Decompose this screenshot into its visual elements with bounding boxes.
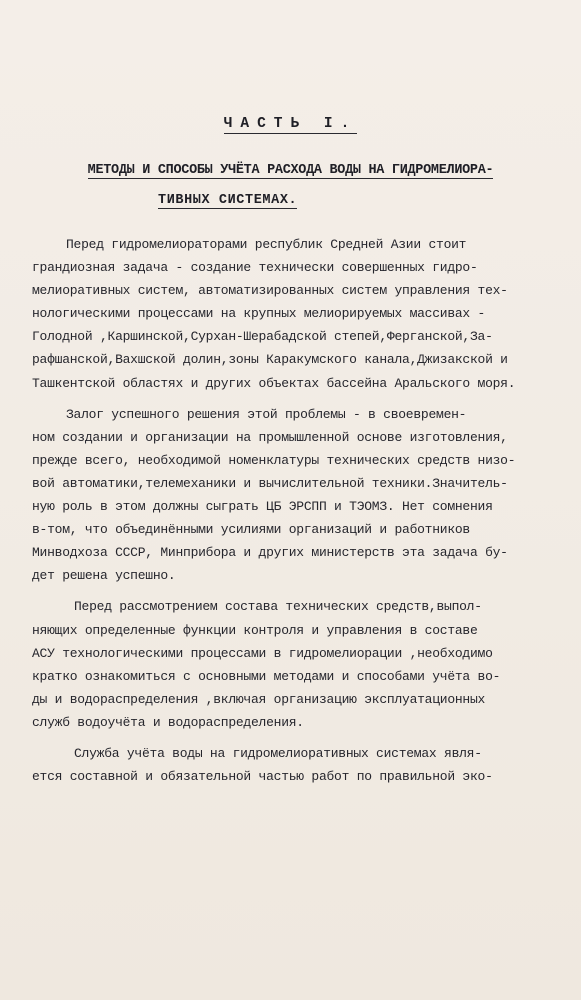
text-line: Голодной ,Каршинской,Сурхан-Шерабадской степей,Ферганской,За- (32, 329, 493, 345)
text-line: кратко ознакомиться с основными методами и способами учёта во- (32, 668, 501, 684)
text-line: Служба учёта воды на гидромелиоративных системах явля- (74, 745, 482, 761)
text-line: в-том, что объединёнными усилиями организаций и работников (32, 522, 470, 538)
text-line: прежде всего, необходимой номенклатуры технических средств низо- (32, 452, 516, 468)
text-line: Перед гидромелиораторами республик Средней Азии стоит (66, 237, 467, 252)
text-line: рафшанской,Вахшской долин,зоны Каракумского канала,Джизакской и (32, 352, 508, 368)
text-line: Залог успешного решения этой проблемы - в своевремен- (66, 406, 467, 422)
text-line: ном создании и организации на промышленной основе изготовления, (32, 429, 508, 445)
text-line: ную роль в этом должны сыграть ЦБ ЭРСПП и ТЭОМЗ. Нет сомнения (32, 499, 493, 515)
text-line: няющих определенные функции контроля и управления в составе (32, 622, 478, 638)
text-line: нологическими процессами на крупных мелиорируемых массивах - (32, 306, 486, 322)
text-line: ется составной и обязательной частью работ по правильной эко- (32, 769, 493, 785)
paragraph (32, 233, 552, 395)
text-line: Минводхоза СССР, Минприбора и других министерств эта задача бу- (32, 545, 508, 561)
section-heading-line-2: ТИВНЫХ СИСТЕМАХ. (158, 193, 298, 208)
text-line: дет решена успешно. (32, 568, 176, 584)
text-line: ды и водораспределения ,включая организацию эксплуатационных (32, 691, 486, 707)
text-line: Перед рассмотрением состава технических средств,выпол- (74, 599, 482, 615)
text-line: служб водоучёта и водораспределения. (32, 714, 304, 730)
body-text (32, 233, 552, 788)
text-line: мелиоративных систем, автоматизированных систем управления тех- (32, 283, 508, 299)
paragraph (32, 595, 552, 734)
text-line: АСУ технологическими процессами в гидромелиорации ,необходимо (32, 645, 493, 661)
text-line: Ташкентской областях и других объектах бассейна Аральского моря. (32, 375, 516, 391)
paragraph (32, 403, 552, 588)
text-line: вой автоматики,телемеханики и вычислительной техники.Значитель- (32, 475, 508, 491)
section-heading-line-1: МЕТОДЫ И СПОСОБЫ УЧЁТА РАСХОДА ВОДЫ НА ГИДРОМЕЛИОРА- (87, 163, 494, 178)
paragraph (32, 742, 552, 788)
part-title: ЧАСТЬ I. (223, 116, 358, 132)
text-line: грандиозная задача - создание технически совершенных гидро- (32, 260, 478, 276)
